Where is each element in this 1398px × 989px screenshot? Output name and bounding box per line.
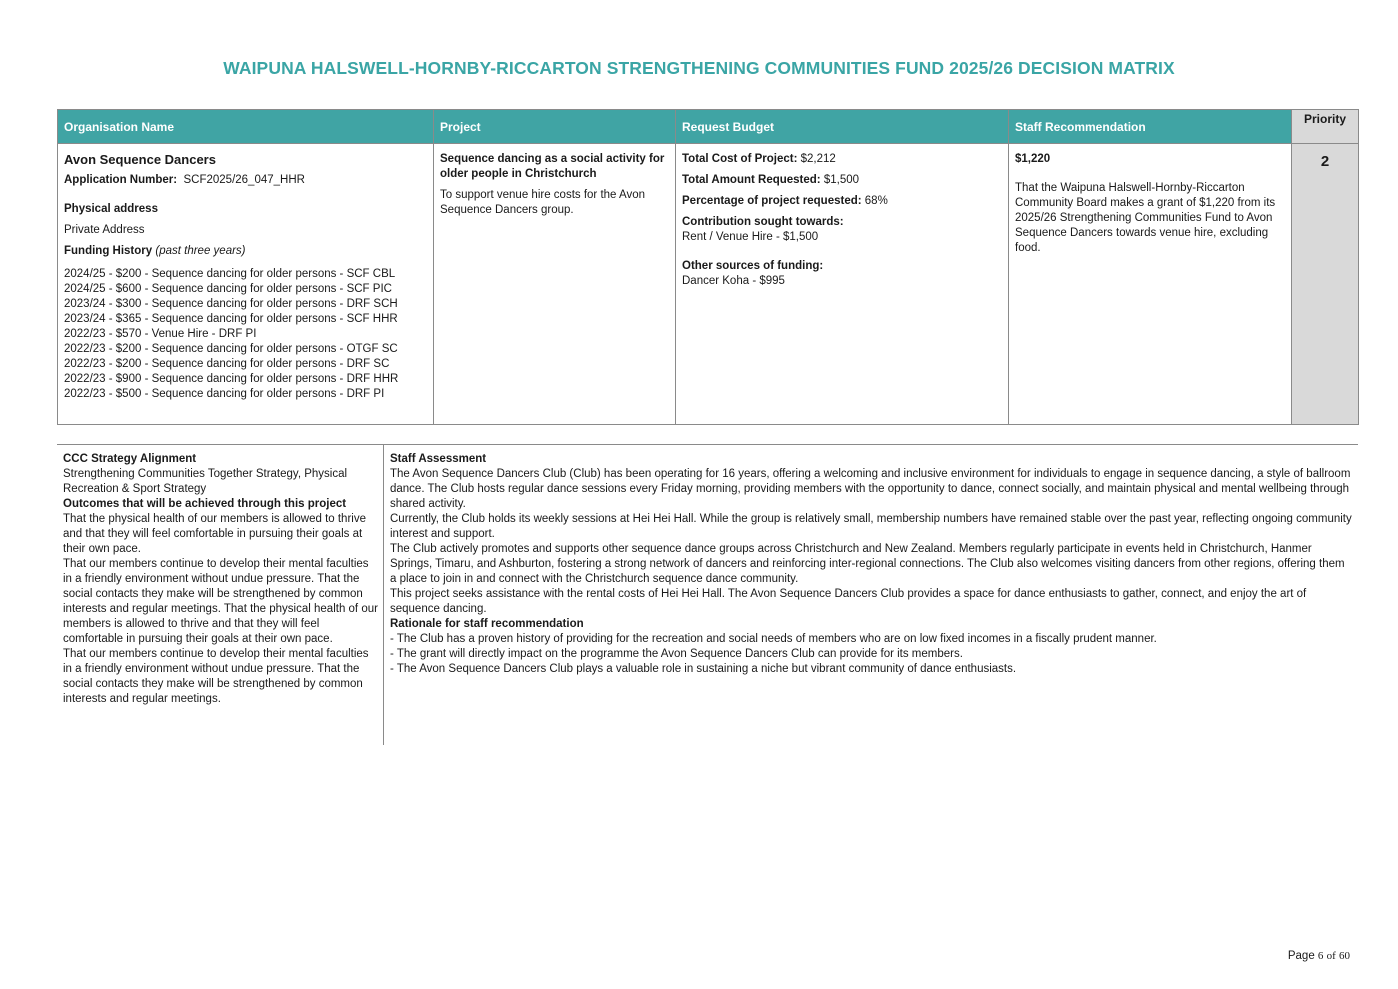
- column-divider: [383, 445, 384, 745]
- list-item: 2022/23 - $570 - Venue Hire - DRF PI: [64, 328, 257, 340]
- staff-assessment-label: Staff Assessment: [390, 453, 487, 465]
- rationale-item: - The Avon Sequence Dancers Club plays a valuable role in sustaining a niche but vibrant community of dance enthusiasts.: [390, 663, 1017, 675]
- organisation-name: Avon Sequence Dancers: [64, 152, 216, 167]
- total-cost-value: $2,212: [800, 153, 836, 165]
- strategy-alignment-text: Strengthening Communities Together Strategy, Physical Recreation & Sport Strategy: [63, 468, 348, 495]
- outcomes-paragraph: That our members continue to develop their mental faculties in a friendly environment without undue pressure. That the social contacts they make will be strengthened by common interests and regular meetings. That the physical health of our members is allowed to thrive and that they will feel comfortable in pursuing their goals at their own pace.: [63, 558, 378, 645]
- assessment-paragraph: This project seeks assistance with the rental costs of Hei Hei Hall. The Avon Sequence Dancers Club provides a space for dance enthusiasts to gather, connect, and enjoy the art of sequence dancing.: [390, 588, 1307, 615]
- staff-assessment-column: [390, 452, 1352, 677]
- list-item: 2022/23 - $900 - Sequence dancing for older persons - DRF HHR: [64, 373, 399, 385]
- list-item: 2024/25 - $600 - Sequence dancing for older persons - SCF PIC: [64, 283, 392, 295]
- assessment-paragraph: Currently, the Club holds its weekly sessions at Hei Hei Hall. While the group is relatively small, membership numbers have remained stable over the past year, reflecting ongoing community interest and support.: [390, 513, 1352, 540]
- decision-matrix-table: [57, 109, 1359, 425]
- funding-history-note: (past three years): [155, 245, 246, 257]
- amount-requested-value: $1,500: [823, 174, 860, 186]
- strategy-alignment-column: [63, 452, 379, 707]
- contribution-label: Contribution sought towards:: [682, 216, 844, 228]
- percentage-requested-label: Percentage of project requested:: [682, 195, 862, 207]
- other-funding-value: Dancer Koha - $995: [682, 275, 785, 287]
- list-item: 2024/25 - $200 - Sequence dancing for older persons - SCF CBL: [64, 268, 396, 280]
- page-label: Page: [1287, 950, 1315, 962]
- assessment-paragraph: The Avon Sequence Dancers Club (Club) has been operating for 16 years, offering a welcoming and inclusive environment for individuals to engage in sequence dancing, a style of ballroom dance. The Club hosts regular dance sessions every Friday morning, providing members with the opportunity to dance, connect socially, and maintain physical and mental wellbeing through shared activity.: [390, 468, 1351, 510]
- percentage-requested: [682, 194, 1002, 209]
- project-title: Sequence dancing as a social activity for older people in Christchurch: [440, 153, 665, 180]
- contribution-value: Rent / Venue Hire - $1,500: [682, 231, 819, 243]
- physical-address-label: Physical address: [64, 203, 158, 215]
- table-header-row: [58, 110, 1359, 144]
- outcomes-paragraph: That the physical health of our members is allowed to thrive and that they will feel comfortable in pursuing their goals at their own pace.: [63, 513, 366, 555]
- other-funding-label: Other sources of funding:: [682, 260, 824, 272]
- page-footer: [1288, 950, 1350, 962]
- outcomes-paragraph: That our members continue to develop their mental faculties in a friendly environment without undue pressure. That the social contacts they make will be strengthened by common interests and regular meetings.: [63, 648, 369, 705]
- percentage-requested-value: 68%: [864, 195, 888, 207]
- table-row: [58, 144, 1359, 425]
- amount-requested: [682, 173, 1002, 188]
- total-cost-label: Total Cost of Project:: [682, 153, 798, 165]
- project-cell: [434, 144, 676, 425]
- outcomes-label: Outcomes that will be achieved through this project: [63, 498, 347, 510]
- application-number-label: Application Number:: [64, 174, 178, 186]
- funding-history-heading: [64, 244, 427, 259]
- amount-requested-label: Total Amount Requested:: [682, 174, 821, 186]
- total-cost: [682, 152, 1002, 167]
- funding-history-label: Funding History: [64, 245, 153, 257]
- list-item: 2022/23 - $200 - Sequence dancing for older persons - OTGF SC: [64, 343, 398, 355]
- header-priority: Priority: [1292, 110, 1359, 144]
- rationale-item: - The grant will directly impact on the programme the Avon Sequence Dancers Club can provide for its members.: [390, 648, 963, 660]
- page-of-label: of: [1326, 950, 1336, 962]
- application-number: [64, 173, 427, 188]
- list-item: 2023/24 - $365 - Sequence dancing for older persons - SCF HHR: [64, 313, 398, 325]
- recommended-amount: $1,220: [1015, 153, 1051, 165]
- rationale-item: - The Club has a proven history of providing for the recreation and social needs of members who are on low fixed incomes in a fiscally prudent manner.: [390, 633, 1157, 645]
- staff-recommendation-cell: [1009, 144, 1292, 425]
- strategy-alignment-label: CCC Strategy Alignment: [63, 453, 197, 465]
- list-item: 2022/23 - $200 - Sequence dancing for older persons - DRF SC: [64, 358, 390, 370]
- recommendation-text: That the Waipuna Halswell-Hornby-Riccarton Community Board makes a grant of $1,220 from its 2025/26 Strengthening Communities Fund to Avon Sequence Dancers towards venue hire, excluding food.: [1015, 182, 1276, 254]
- page-title: WAIPUNA HALSWELL-HORNBY-RICCARTON STRENGTHENING COMMUNITIES FUND 2025/26 DECISION MATRIX: [223, 58, 1175, 78]
- section-divider: [57, 444, 1358, 445]
- organisation-cell: [58, 144, 434, 425]
- application-number-value: SCF2025/26_047_HHR: [183, 174, 305, 186]
- physical-address-value: Private Address: [64, 224, 145, 236]
- header-staff-recommendation: Staff Recommendation: [1009, 110, 1292, 144]
- priority-cell: [1292, 144, 1359, 425]
- list-item: 2022/23 - $500 - Sequence dancing for older persons - DRF PI: [64, 388, 385, 400]
- priority-value: 2: [1320, 153, 1330, 170]
- header-organisation-name: Organisation Name: [58, 110, 434, 144]
- budget-cell: [676, 144, 1009, 425]
- page-number: 6: [1317, 950, 1324, 962]
- project-description: To support venue hire costs for the Avon Sequence Dancers group.: [440, 189, 645, 216]
- assessment-paragraph: The Club actively promotes and supports other sequence dance groups across Christchurch and New Zealand. Members regularly participate in events held in Christchurch, Hanmer Springs, Timaru, and Ashburton, fostering a strong network of dancers and reinforcing inter-regional connections. The Club also welcomes visiting dancers from other regions, offering them a place to join in and connect with the Christchurch sequence dance community.: [390, 543, 1345, 585]
- funding-history-list: [64, 267, 427, 402]
- header-request-budget: Request Budget: [676, 110, 1009, 144]
- page-total: 60: [1339, 950, 1350, 962]
- header-project: Project: [434, 110, 676, 144]
- rationale-label: Rationale for staff recommendation: [390, 618, 584, 630]
- list-item: 2023/24 - $300 - Sequence dancing for older persons - DRF SCH: [64, 298, 398, 310]
